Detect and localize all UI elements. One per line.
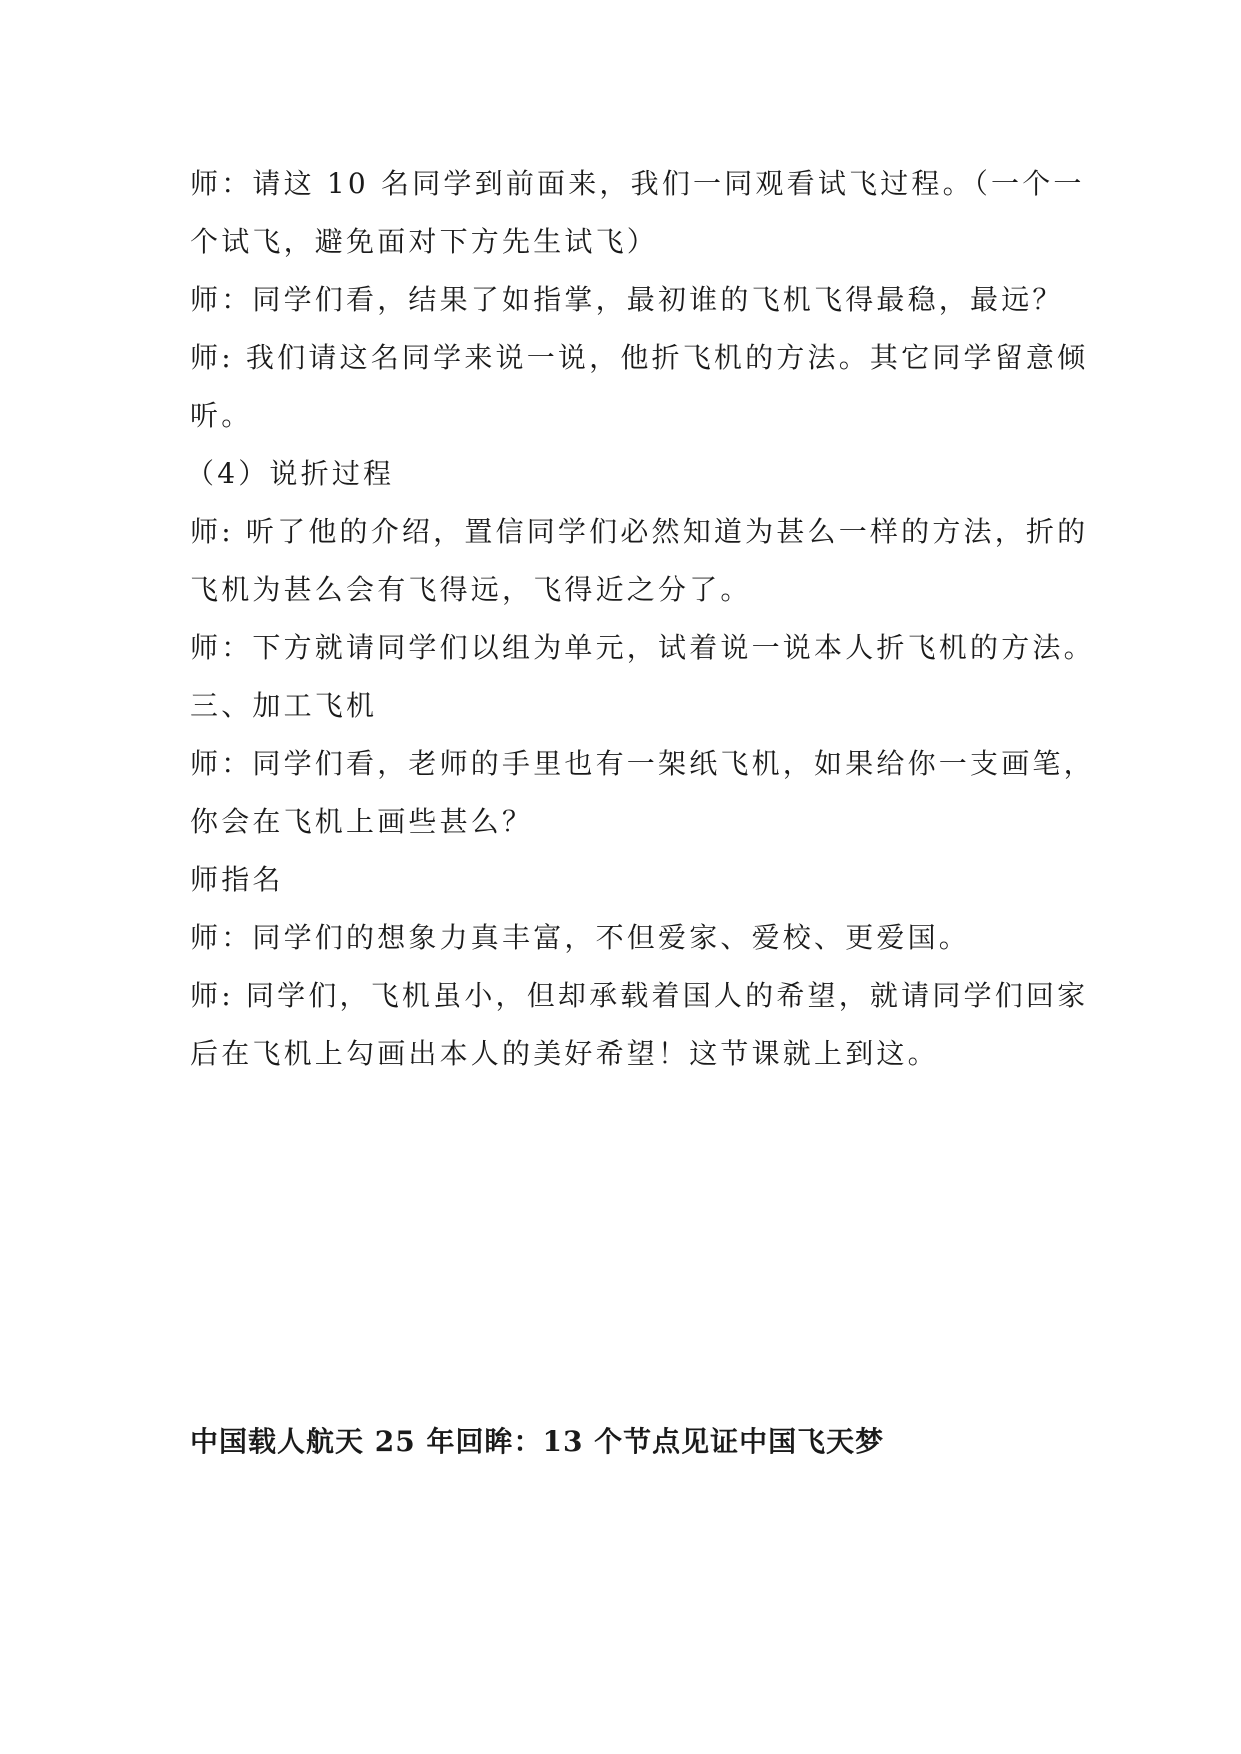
text-line: 飞机为甚么会有飞得远，飞得近之分了。 [190, 573, 752, 606]
text-line: 后在飞机上勾画出本人的美好希望！这节课就上到这。 [190, 1037, 939, 1070]
text-line: 个试飞，避免面对下方先生试飞） [190, 225, 659, 258]
text-line: 师：下方就请同学们以组为单元，试着说一说本人折飞机的方法。 [190, 631, 1095, 664]
text-line: 听。 [190, 399, 253, 432]
text-line: 师指名 [190, 863, 284, 896]
section-heading: 三、加工飞机 [190, 689, 378, 722]
article-title: 中国载人航天 25 年回眸：13 个节点见证中国飞天梦 [190, 1425, 885, 1458]
text-line: 师: 我们请这名同学来说一说，他折飞机的方法。其它同学留意倾 [190, 341, 1089, 374]
text-line: 师：同学们看，结果了如指掌，最初谁的飞机飞得最稳，最远？ [190, 283, 1064, 316]
section-subheading: （4）说折过程 [186, 457, 395, 490]
text-line: 师：同学们看，老师的手里也有一架纸飞机，如果给你一支画笔， [190, 747, 1095, 780]
text-line: 师：请这 10 名同学到前面来，我们一同观看试飞过程。（一个一 [190, 167, 1085, 200]
text-line: 师: 同学们，飞机虽小，但却承载着国人的希望，就请同学们回家 [190, 979, 1089, 1012]
text-line: 师: 听了他的介绍，置信同学们必然知道为甚么一样的方法，折的 [190, 515, 1089, 548]
text-line: 师：同学们的想象力真丰富，不但爱家、爱校、更爱国。 [190, 921, 971, 954]
text-line: 你会在飞机上画些甚么？ [190, 805, 534, 838]
